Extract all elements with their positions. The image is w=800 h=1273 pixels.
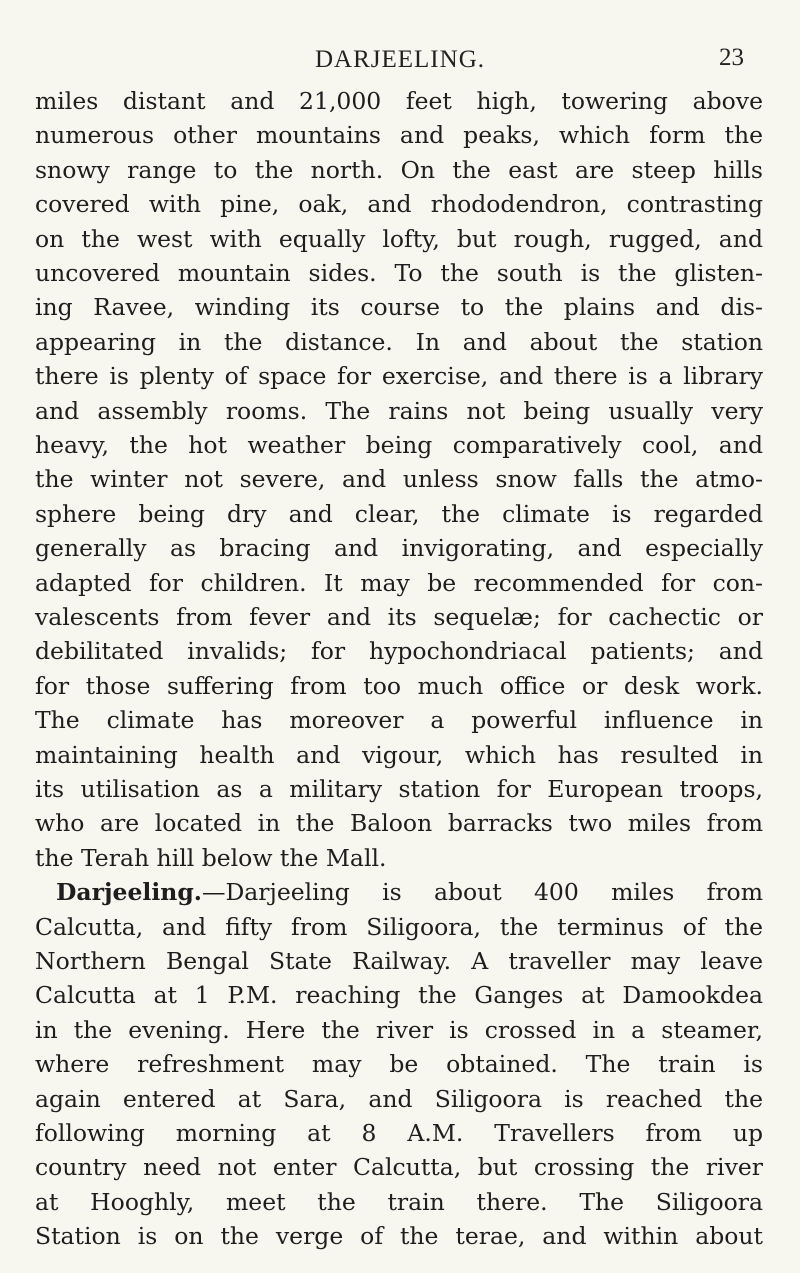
text-line: uncovered mountain sides. To the south is the glisten-	[35, 259, 763, 287]
text-line: who are located in the Baloon barracks two miles from	[35, 809, 763, 838]
text-line: generally as bracing and invigorating, and especially	[35, 534, 763, 563]
text-line: there is plenty of space for exercise, and there is a library	[35, 362, 763, 391]
text-line: Calcutta, and fifty from Siligoora, the terminus of the	[35, 912, 763, 941]
text-line: maintaining health and vigour, which has resulted in	[35, 740, 763, 769]
page-number: 23	[719, 44, 744, 71]
text-line: on the west with equally lofty, but rough, rugged, and	[35, 224, 763, 253]
text-line: in the evening. Here the river is crossed in a steamer,	[35, 1015, 763, 1044]
text-line: Northern Bengal State Railway. A traveller may leave	[35, 947, 763, 975]
running-head: DARJEELING.	[314, 46, 485, 73]
text-line: appearing in the distance. In and about the station	[35, 327, 763, 356]
text-line: Calcutta at 1 P.M. reaching the Ganges at Damookdea	[35, 981, 763, 1010]
text-line: sphere being dry and clear, the climate is regarded	[35, 499, 763, 528]
paragraph-first-line	[56, 875, 763, 909]
text-line: at Hooghly, meet the train there. The Siligoora	[35, 1187, 763, 1216]
text-line: where refreshment may be obtained. The train is	[35, 1050, 763, 1079]
text-line: valescents from fever and its sequelæ; for cachectic or	[35, 603, 763, 631]
text-line: covered with pine, oak, and rhododendron, contrasting	[35, 190, 763, 219]
first-line-text: —Darjeeling is about 400 miles from	[201, 878, 763, 907]
text-line: country need not enter Calcutta, but crossing the river	[35, 1153, 763, 1182]
text-line: debilitated invalids; for hypochondriacal patients; and	[35, 637, 763, 666]
text-line: the Terah hill below the Mall.	[35, 843, 387, 872]
text-line: numerous other mountains and peaks, which form the	[35, 121, 763, 150]
text-line: ing Ravee, winding its course to the plains and dis-	[35, 293, 763, 322]
text-line: heavy, the hot weather being comparatively cool, and	[35, 431, 763, 459]
text-line: Station is on the verge of the terae, and within about	[35, 1222, 763, 1251]
text-line: the winter not severe, and unless snow falls the atmo-	[35, 465, 763, 494]
page-header	[0, 46, 800, 86]
text-line: for those suffering from too much office or desk work.	[35, 671, 763, 700]
text-line: following morning at 8 A.M. Travellers from up	[35, 1119, 763, 1147]
text-line: The climate has moreover a powerful influence in	[35, 706, 763, 735]
text-line: its utilisation as a military station for European troops,	[35, 775, 763, 803]
text-line: again entered at Sara, and Siligoora is reached the	[35, 1084, 763, 1113]
text-line: snowy range to the north. On the east are steep hills	[35, 155, 763, 184]
run-in-heading: Darjeeling.	[56, 878, 202, 907]
text-line: miles distant and 21,000 feet high, towering above	[35, 87, 763, 115]
text-line: and assembly rooms. The rains not being usually very	[35, 396, 763, 425]
text-line: adapted for children. It may be recommended for con-	[35, 568, 763, 597]
